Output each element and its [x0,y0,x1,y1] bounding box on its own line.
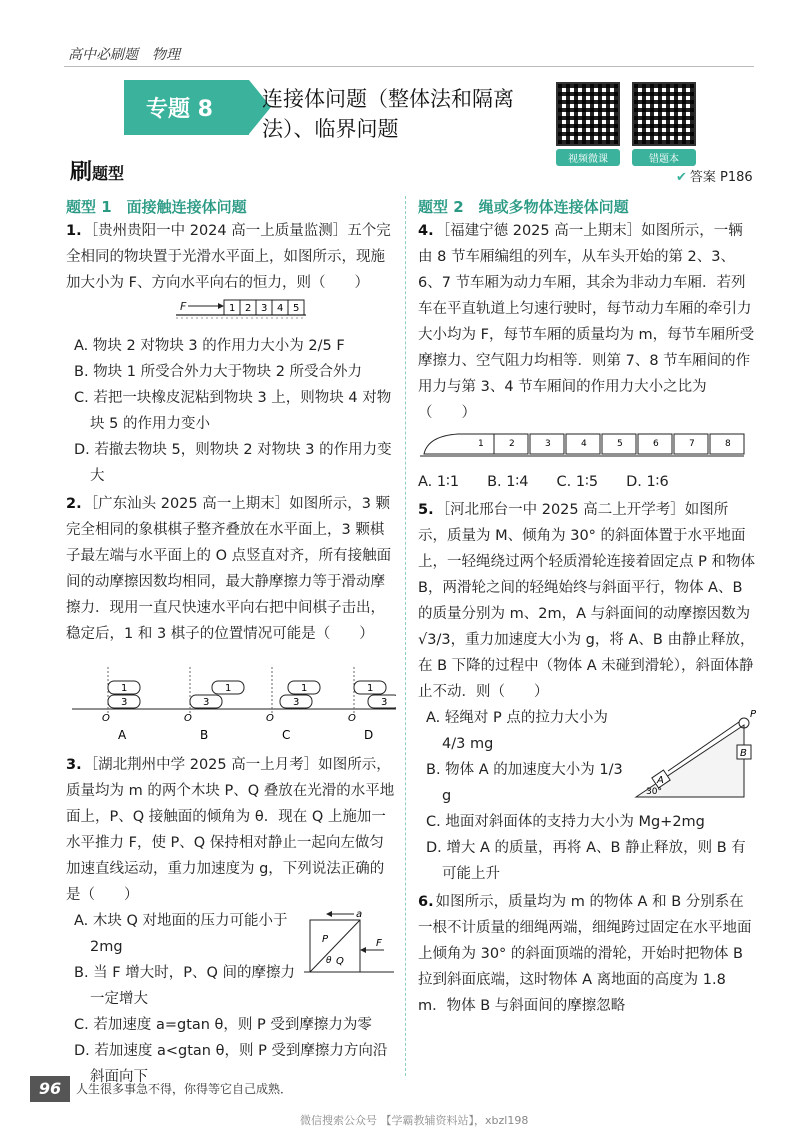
q4-figure [418,426,748,460]
q2-piece-label: 1 [301,683,308,694]
q3-number: 3. [66,757,82,773]
header-rule [64,66,754,67]
q3-q-label: Q [336,956,344,967]
q6-text: 如图所示，质量均为 m 的物体 A 和 B 分别系在一根不计质量的细绳两端，细绳跨过固定在水平地面上倾角为 30° 的斜面顶端的滑轮，开始时把物体 B 拉到斜面底端，这时物体 A 离地面的高度为 1.8 m．物体 B 与斜面间的摩擦忽略 [418,894,752,1014]
q2-piece-label: 3 [121,697,128,708]
question-3 [66,752,398,1090]
q1-block-label: 5 [293,303,300,314]
q4-option-d: D. 1∶6 [626,474,669,490]
q1-figure [66,296,396,324]
q1-arrow-head [218,303,224,309]
q3-f-label: F [376,938,382,949]
q3-option-c: C. 若加速度 a=gtan θ，则 P 受到摩擦力为零 [74,1017,372,1033]
q2-figure [66,647,396,743]
q5-text: ［河北邢台一中 2025 高二上开学考］如图所示，质量为 M、倾角为 30° 的斜面体置于水平地面上，一轻绳绕过两个轻质滑轮连接着固定点 P 和物体 B，两滑轮之间的轻绳始终与斜面平行，物体 A、B 的质量分别为 m、2m，A 与斜面间的动摩擦因数为 √3/3，重力加速度大小为 g，将 A、B 由静止释放，在 B 下降的过程中（物体 A 未碰到滑轮），斜面体静止不动．则（ ） [418,502,755,700]
q1-number: 1. [66,223,82,239]
q2-choice-label: D [364,728,374,742]
q2-origin-label: O [348,713,356,724]
answer-reference[interactable] [676,166,753,185]
topic-label: 专题 8 [146,97,213,122]
q1-block-label: 3 [261,303,268,314]
q1-option-c: C. 若把一块橡皮泥粘到物块 3 上，则物块 4 对物块 5 的作用力变小 [74,390,392,432]
section-title-big: 刷 [70,160,93,185]
q5-option-c: C. 地面对斜面体的支持力大小为 Mg+2mg [426,814,705,830]
series-title: 高中必刷题 物理 [68,47,180,63]
q3-figure [304,908,394,978]
q5-figure [626,705,756,805]
q2-piece-label: 1 [367,683,374,694]
q2-origin-label: O [266,713,274,724]
q1-force-label: F [180,300,187,313]
question-6 [418,889,756,1019]
q4-car-label: 6 [653,439,659,449]
q5-p-label: P [750,709,756,720]
q5-b-label: B [740,748,747,759]
q4-car-label: 3 [545,439,551,449]
q3-option-d: D. 若加速度 a<gtan θ，则 P 受到摩擦力方向沿斜面向下 [74,1043,388,1085]
qr-code-icon [556,82,620,146]
q4-options [418,469,756,495]
topic-banner [124,80,249,135]
q2-choice-label: A [118,728,127,742]
q1-option-d: D. 若撤去物块 5，则物块 2 对物块 3 的作用力变大 [74,442,392,484]
q4-car-label: 5 [617,439,623,449]
column-divider [405,196,406,1076]
q3-contact-surface [310,920,360,972]
q3-text: ［湖北荆州中学 2025 高一上月考］如图所示，质量均为 m 的两个木块 P、Q 叠放在光滑的水平地面上，P、Q 接触面的倾角为 θ．现在 Q 上施加一水平推力 F，使 P、Q 保持相对静止一起向左做匀加速直线运动，重力加速度为 g，下列说法正确的是（ ） [66,757,395,903]
qr-mistakes-label: 错题本 [632,149,696,166]
q2-text: ［广东汕头 2025 高一上期末］如图所示，3 颗完全相同的象棋棋子整齐叠放在水平面上，3 颗棋子最左端与水平面上的 O 点竖直对齐，所有接触面间的动摩擦因数均相同，最大静摩擦力等于滑动摩擦力．现用一直尺快速水平向右把中间棋子击出，稳定后，1 和 3 棋子的位置情况可能是（ ） [66,496,392,642]
q5-option-a: A. 轻绳对 P 点的拉力大小为 4/3 mg [426,710,608,752]
q4-car-label: 7 [689,439,695,449]
q3-theta-label: θ [326,956,332,966]
q2-choice-label: B [200,728,209,742]
q2-piece-label: 3 [381,697,388,708]
qr-video-label: 视频微课 [556,149,620,166]
type2-title: 题型 2 绳或多物体连接体问题 [418,198,629,216]
q4-car-label: 2 [509,439,515,449]
question-4 [418,218,756,495]
q2-number: 2. [66,496,82,512]
q6-number: 6. [418,894,434,910]
q4-car-label: 8 [725,439,731,449]
q2-piece-label: 1 [225,683,232,694]
q4-car-label: 1 [478,439,484,449]
q1-block-label: 4 [277,303,284,314]
q5-option-d: D. 增大 A 的质量，再将 A、B 静止释放，则 B 有可能上升 [426,840,746,882]
question-5 [418,497,756,887]
question-1 [66,218,398,489]
q2-origin-label: O [184,713,192,724]
q2-piece-label: 3 [293,697,300,708]
q5-a-label: A [657,775,664,786]
q3-accel-head [326,911,332,917]
qr-mistakes[interactable] [632,82,696,166]
q1-text: ［贵州贵阳一中 2024 高一上质量监测］五个完全相同的物块置于光滑水平面上，如图所示，现施加大小为 F、方向水平向右的恒力，则（ ） [66,223,391,291]
right-column [418,196,756,1019]
topic-title: 连接体问题（整体法和隔离法）、临界问题 [262,87,514,141]
q1-block-label: 1 [229,303,236,314]
q3-option-a: A. 木块 Q 对地面的压力可能小于 2mg [74,913,288,955]
q5-number: 5. [418,502,434,518]
q3-force-head [360,947,366,953]
qr-code-icon [632,82,696,146]
section-title [70,155,124,186]
q2-origin-label: O [102,713,110,724]
q5-option-b: B. 物体 A 的加速度大小为 1/3 g [426,762,623,804]
footer-watermark: 微信搜索公众号 【学霸教辅资料站】，xbzl198 [300,1114,529,1127]
q1-block-label: 2 [245,303,252,314]
q4-number: 4. [418,223,434,239]
left-column [66,196,398,1090]
q4-car-label: 4 [581,439,587,449]
type1-title: 题型 1 面接触连接体问题 [66,198,247,216]
footer-motto: 人生很多事急不得，你得等它自己成熟． [76,1082,293,1096]
q4-text: ［福建宁德 2025 高一上期末］如图所示，一辆由 8 节车厢编组的列车，从车头开始的第 2、3、6、7 节车厢为动力车厢，其余为非动力车厢．若列车在平直轨道上匀速行驶时，每节动力车厢的牵引力大小均为 F，每节车厢的质量均为 m，每节车厢所受摩擦力、空气阻力均相等．则第 7、8 节车厢间的作用力与第 3、4 节车厢间的作用力大小之比为（ ） [418,223,755,421]
check-icon: ✔ [676,170,687,185]
q5-angle-label: 30° [646,787,662,797]
question-2 [66,491,398,752]
q3-a-label: a [356,909,363,920]
answer-ref-text: 答案 P186 [689,170,753,185]
qr-video[interactable] [556,82,620,166]
page-number: 96 [30,1076,70,1102]
q2-choice-label: C [282,728,291,742]
q2-piece-label: 1 [121,683,128,694]
q4-option-a: A. 1∶1 [418,474,460,490]
q4-option-b: B. 1∶4 [487,474,529,490]
section-title-small: 题型 [92,164,125,183]
q1-option-a: A. 物块 2 对物块 3 的作用力大小为 2/5 F [74,338,345,354]
q3-option-b: B. 当 F 增大时，P、Q 间的摩擦力一定增大 [74,965,295,1007]
q1-option-b: B. 物块 1 所受合外力大于物块 2 所受合外力 [74,364,363,380]
q2-piece-label: 3 [203,697,210,708]
q4-option-c: C. 1∶5 [556,474,599,490]
q3-p-label: P [322,934,329,945]
